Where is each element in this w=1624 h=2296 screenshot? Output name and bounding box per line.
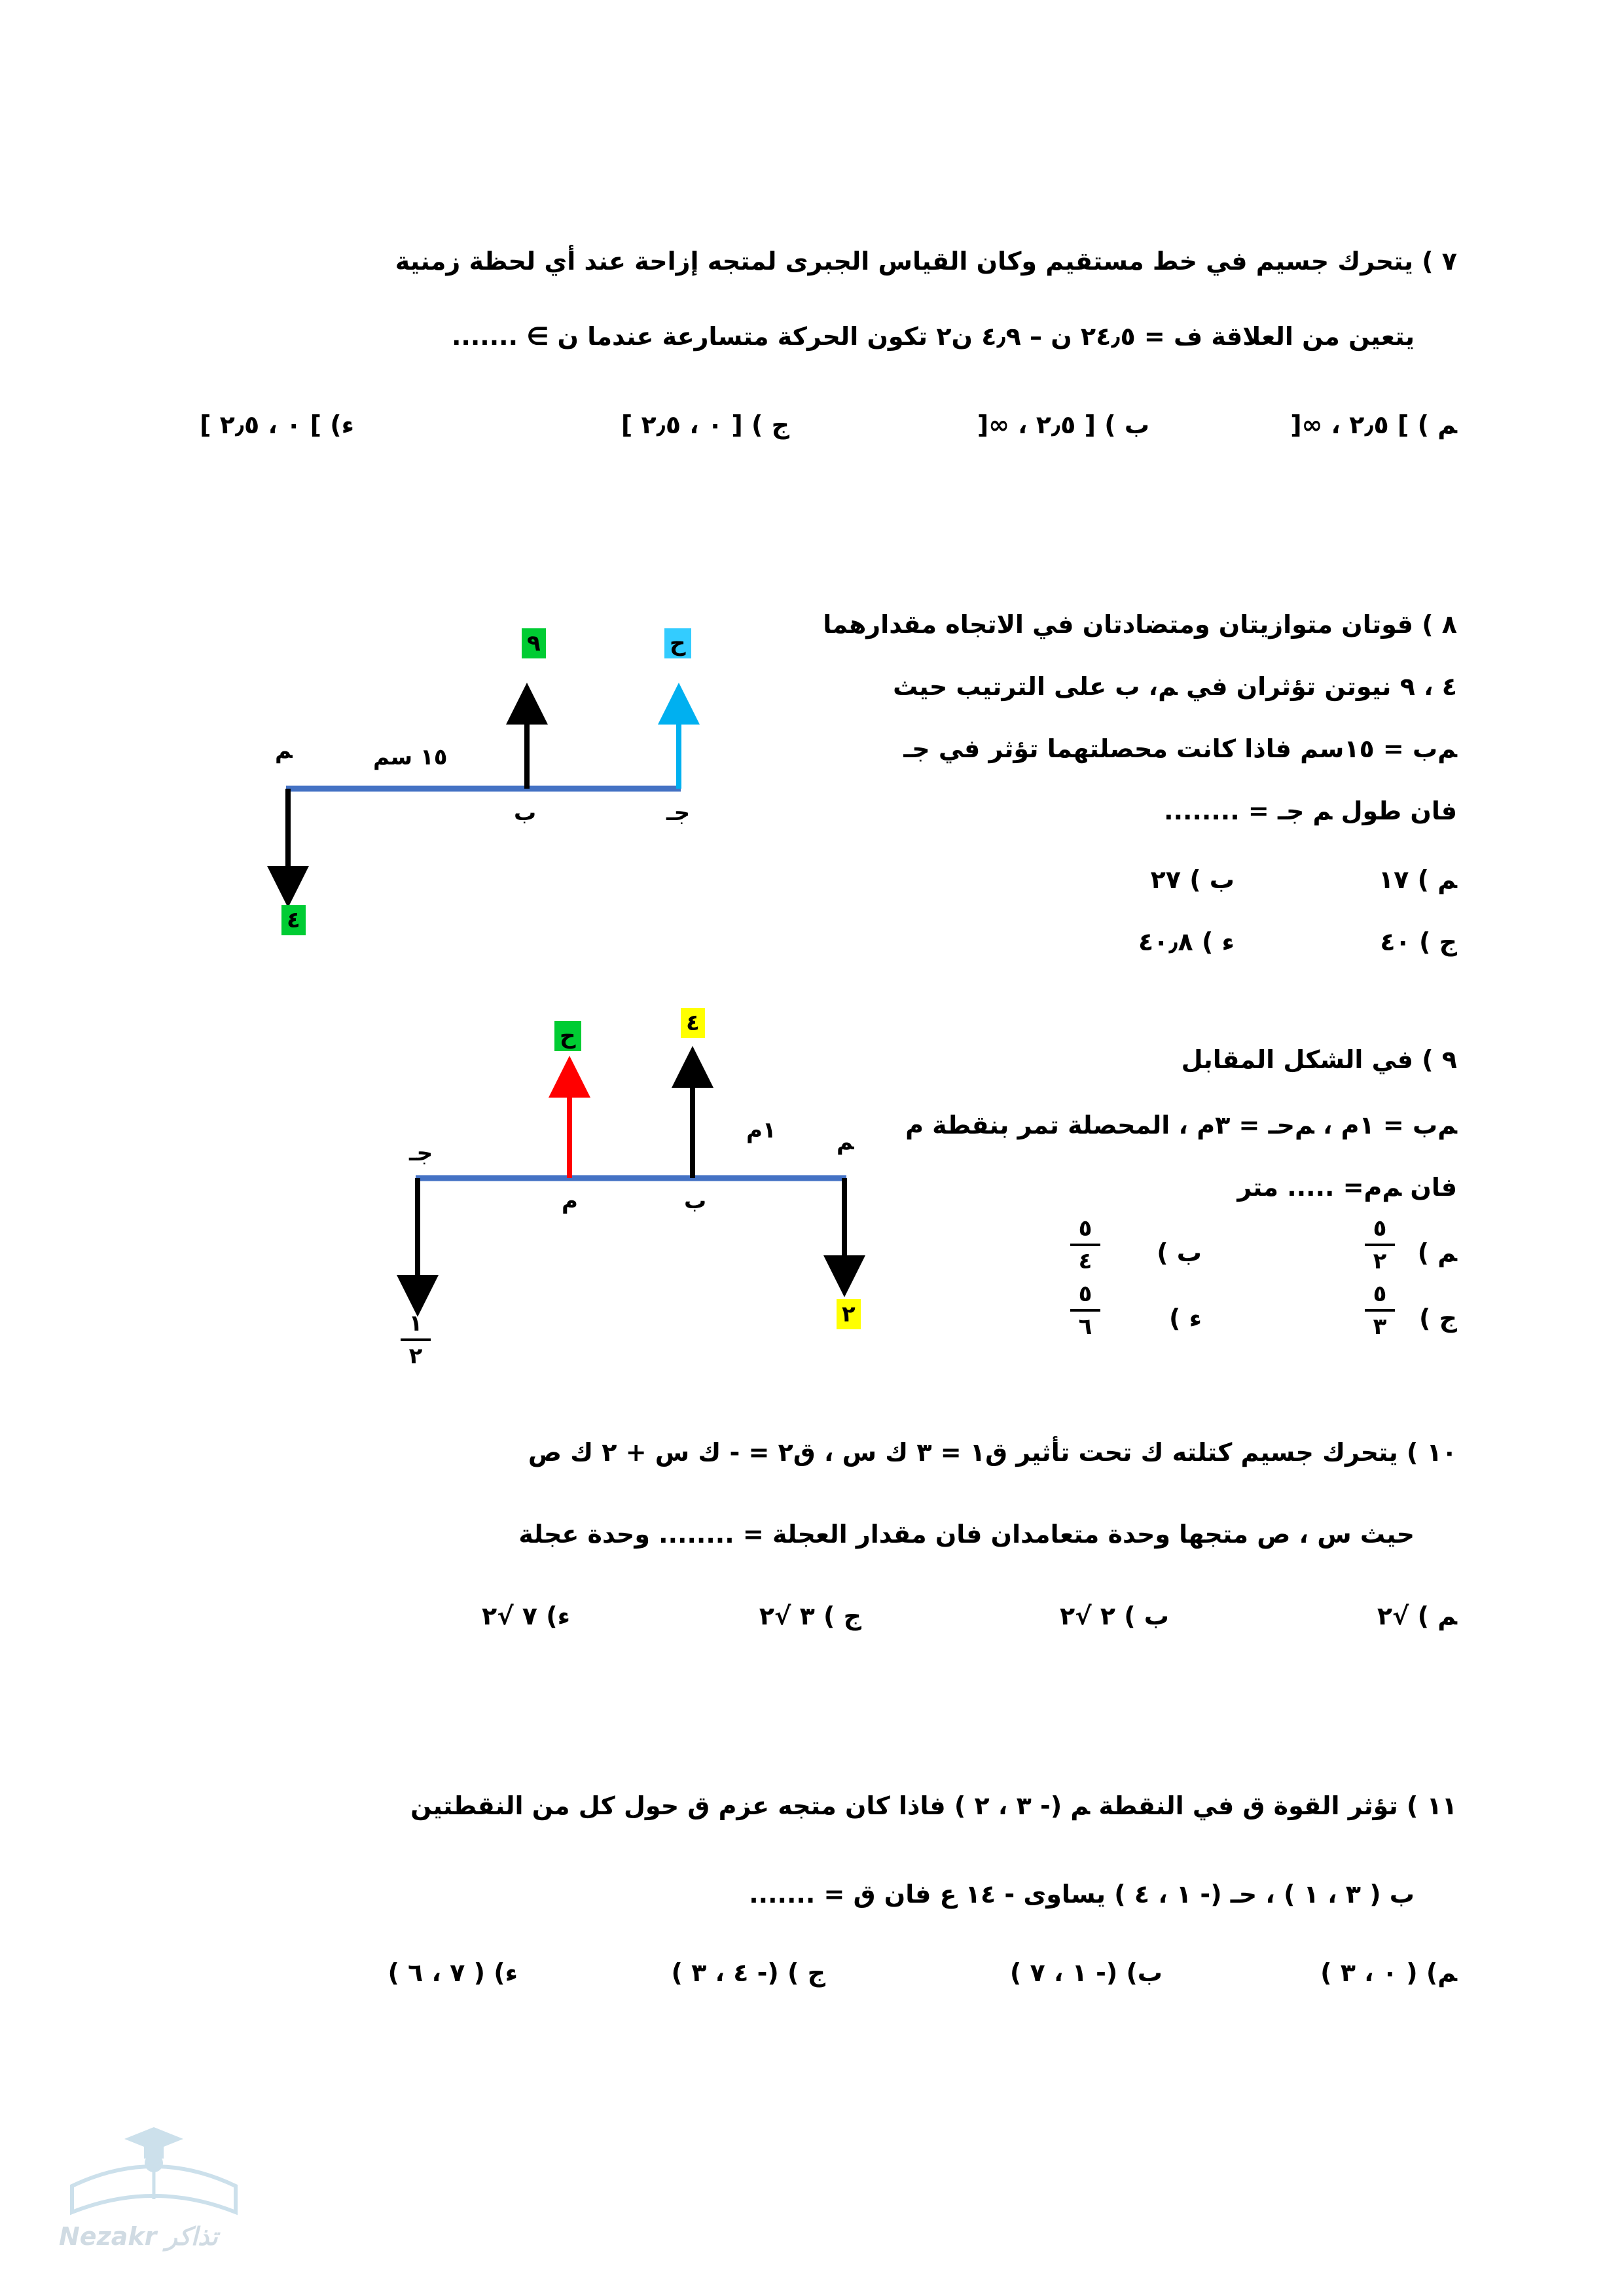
q9-force-2-label: ٢ [837, 1299, 861, 1329]
q11-option-a[interactable]: ﻢ) ( ٠ ، ٣ ) [1320, 1958, 1457, 1987]
q8-line1: ٨ ) قوتان متوازيتان ومتضادتان في الاتجاه مقدارهما [823, 610, 1457, 639]
q7-line2: يتعين من العلاقة ف = ٢٤٫٥ ن – ٤٫٩ ن٢ تكون الحركة متسارعة عندما ن ∋ ....... [451, 322, 1415, 351]
graduation-book-icon [46, 2108, 262, 2225]
q11-line2: ب ( ٣ ، ١ ) ، حـ (- ١ ، ٤ ) يساوى - ١٤ ع فان ق = ....... [749, 1880, 1415, 1909]
q8-option-c[interactable]: ج ) ٤٠ [1380, 927, 1457, 956]
numerator: ٥ [1373, 1215, 1387, 1242]
q9-option-c-prefix[interactable]: ج ) [1419, 1304, 1457, 1333]
denominator: ٢ [408, 1343, 423, 1369]
q10-line1: ١٠ ) يتحرك جسيم كتلته ك تحت تأثير ق١ = ٣ ك س ، ق٢ = - ك س + ٢ ك ص [528, 1438, 1457, 1467]
q9-force-half-label [401, 1312, 431, 1367]
q11-option-c[interactable]: ج ) (- ٤ ، ٣ ) [671, 1958, 825, 1987]
q8-point-b: ب [514, 800, 537, 826]
q9-option-b-prefix[interactable]: ب ) [1157, 1238, 1202, 1267]
q9-force-4-label: ٤ [681, 1008, 705, 1038]
q9-line2: ﻢب = ١م ، ﻢحـ = ٣م ، المحصلة تمر بنقطة م [905, 1111, 1457, 1139]
q8-line4: فان طول ﻢ جـ = ........ [1164, 797, 1457, 825]
nezakr-logo [46, 2108, 262, 2278]
q10-option-c[interactable]: ج ) ٣ √٢ [759, 1602, 861, 1630]
q9-resultant-label: ح [554, 1021, 581, 1051]
q7-line1: ٧ ) يتحرك جسيم في خط مستقيم وكان القياس الجبرى لمتجه إزاحة عند أي لحظة زمنية [395, 247, 1457, 276]
numerator: ١ [408, 1310, 423, 1336]
q9-point-m: م [562, 1188, 578, 1214]
q8-option-b[interactable]: ب ) ٢٧ [1150, 865, 1235, 894]
q7-option-a[interactable]: ﻢ ) ] ٢٫٥ ، ∞[ [1290, 410, 1457, 439]
q9-point-b: ب [684, 1188, 707, 1214]
q9-point-c: جـ [409, 1140, 433, 1166]
q11-option-b[interactable]: ب) (- ١ ، ٧ ) [1009, 1958, 1163, 1987]
q8-resultant-label: ح [664, 628, 691, 658]
q10-line2: حيث س ، ص متجها وحدة متعامدان فان مقدار العجلة = ........ وحدة عجلة [518, 1520, 1415, 1549]
q7-option-c[interactable]: ج ) [ ٠ ، ٢٫٥ ] [621, 410, 789, 439]
logo-watermark-text: Nezakr تذاكر [59, 2222, 218, 2251]
numerator: ٥ [1373, 1281, 1387, 1307]
denominator: ٦ [1078, 1314, 1092, 1340]
q8-option-a[interactable]: ﻢ ) ١٧ [1378, 865, 1457, 894]
q8-distance-label: ١٥ سم [373, 744, 448, 770]
q8-point-c: جـ [666, 800, 691, 826]
q8-point-a: ﻢ [275, 738, 293, 764]
q7-option-b[interactable]: ب ) [ ٢٫٥ ، ∞[ [977, 410, 1149, 439]
q10-option-d[interactable]: ﺀ) ٧ √٢ [481, 1602, 570, 1630]
q11-line1: ١١ ) تؤثر القوة ق في النقطة ﻢ (- ٣ ، ٢ ) فاذا كان متجه عزم ق حول كل من النقطتين [410, 1791, 1457, 1820]
q8-line3: ﻢب = ١٥سم فاذا كانت محصلتهما تؤثر في جـ [903, 734, 1457, 763]
q8-force-4-label: ٤ [281, 905, 306, 935]
denominator: ٤ [1078, 1248, 1092, 1274]
numerator: ٥ [1078, 1281, 1092, 1307]
q9-point-a: ﻢ [837, 1129, 854, 1155]
q8-line2: ٤ ، ٩ نيوتن تؤثران في ﻢ، ب على الترتيب حيث [893, 672, 1457, 701]
q9-line1: ٩ ) في الشكل المقابل [1181, 1045, 1457, 1074]
q10-option-a[interactable]: ﻢ ) √٢ [1377, 1602, 1457, 1630]
q8-force-9-label: ٩ [522, 628, 546, 658]
q9-option-a-prefix[interactable]: ﻢ ) [1417, 1238, 1457, 1267]
q9-distance-label: ١م [746, 1117, 776, 1143]
q9-line3: فان ﻢم= ..... متر [1237, 1173, 1457, 1202]
denominator: ٣ [1373, 1314, 1387, 1340]
q7-option-d[interactable]: ﺀ) ] ٠ ، ٢٫٥ ] [200, 410, 354, 439]
q8-option-d[interactable]: ﺀ ) ٤٠٫٨ [1138, 927, 1235, 956]
numerator: ٥ [1078, 1215, 1092, 1242]
q9-option-d-prefix[interactable]: ﺀ ) [1168, 1304, 1202, 1333]
q10-option-b[interactable]: ب ) ٢ √٢ [1060, 1602, 1169, 1630]
q11-option-d[interactable]: ﺀ) ( ٧ ، ٦ ) [388, 1958, 518, 1987]
denominator: ٢ [1373, 1248, 1387, 1274]
